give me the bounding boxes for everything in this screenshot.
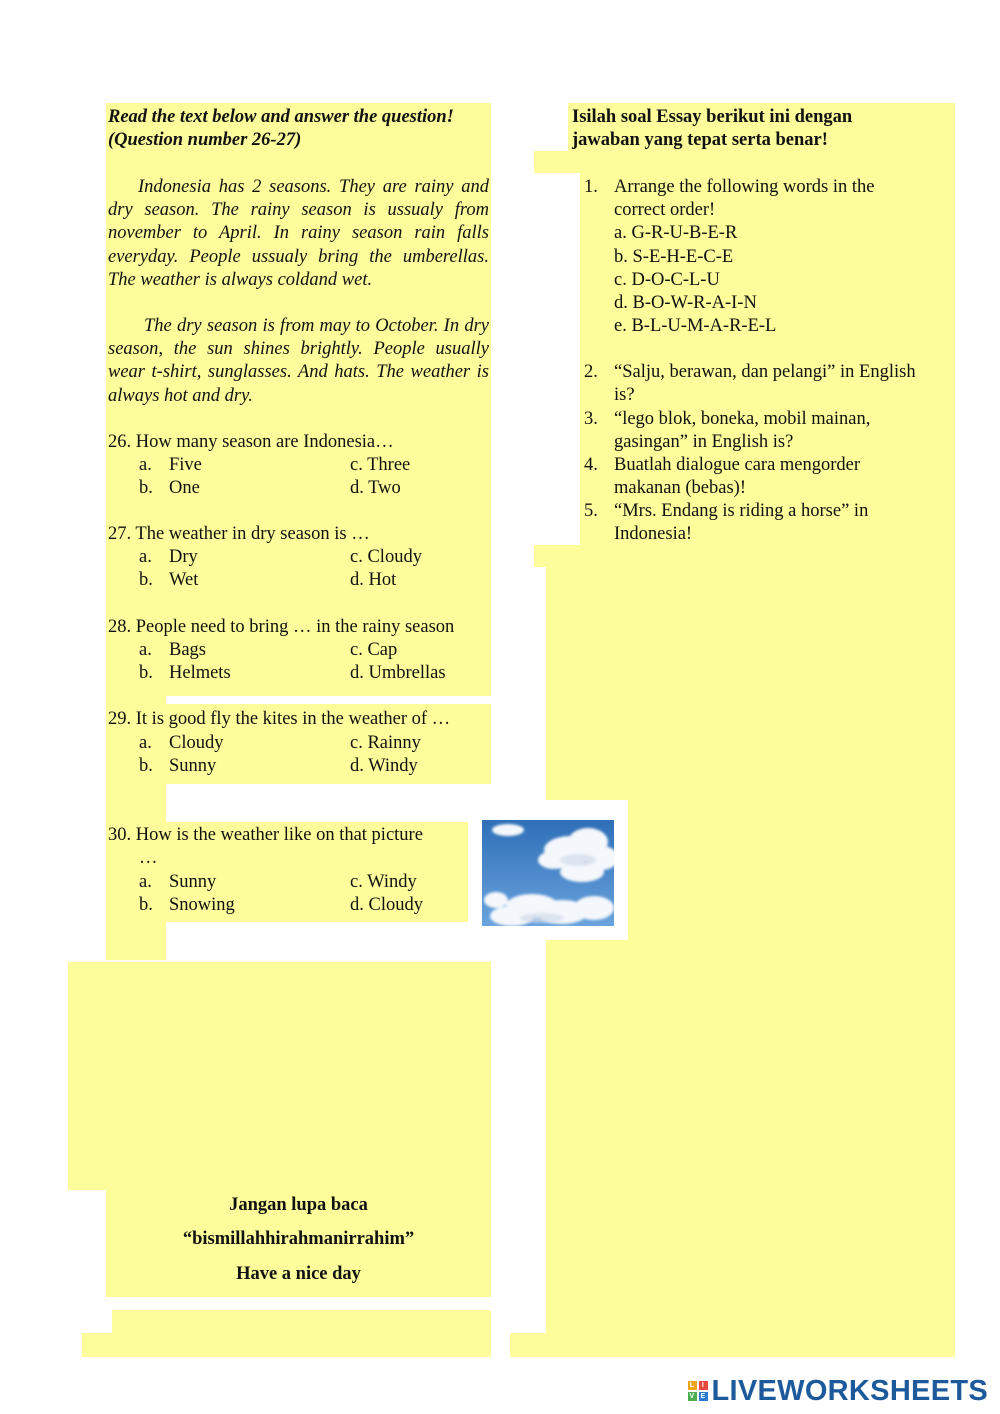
essay-line: gasingan” in English is? <box>614 432 794 453</box>
instruction-line: Isilah soal Essay berikut ini dengan <box>572 107 853 127</box>
scrambled-word: c. D-O-C-L-U <box>614 269 720 290</box>
essay-question-4 <box>614 454 944 500</box>
option-label: a. <box>139 455 152 475</box>
question-27 <box>108 523 370 546</box>
option-value: Sunny <box>169 756 217 776</box>
question-number: 27. <box>108 524 132 544</box>
scrambled-word: d. B-O-W-R-A-I-N <box>614 293 757 314</box>
essay-line: “lego blok, boneka, mobil mainan, <box>614 409 871 429</box>
question-28 <box>108 616 454 639</box>
scrambled-word: a. G-R-U-B-E-R <box>614 223 738 244</box>
highlight-block <box>82 1333 491 1357</box>
essay-number: 4. <box>584 455 598 475</box>
question-number: 30. <box>108 825 132 845</box>
highlight-block <box>546 567 955 1357</box>
highlight-block <box>510 1333 955 1357</box>
question-number: 26. <box>108 432 132 452</box>
brand-name: LIVEWORKSHEETS <box>711 1374 988 1407</box>
option-d: d. Cloudy <box>350 895 423 915</box>
scrambled-word: e. B-L-U-M-A-R-E-L <box>614 316 777 337</box>
liveworksheets-logo[interactable] <box>688 1373 989 1409</box>
option-value: Five <box>169 455 202 475</box>
option-value: Wet <box>169 570 199 590</box>
logo-grid-icon <box>688 1381 708 1401</box>
question-29 <box>108 708 450 731</box>
question-text: People need to bring … in the rainy season <box>135 617 455 637</box>
highlight-block <box>534 151 955 173</box>
essay-line: Indonesia! <box>614 524 693 545</box>
essay-number: 2. <box>584 362 598 382</box>
option-value: Snowing <box>169 895 235 915</box>
question-text: The weather in dry season is … <box>135 524 370 544</box>
option-label: a. <box>139 640 152 660</box>
essay-line: correct order! <box>614 200 716 221</box>
instruction-line: jawaban yang tepat serta benar! <box>572 130 828 151</box>
option-value: Cloudy <box>169 733 224 753</box>
essay-number: 5. <box>584 501 598 521</box>
reading-paragraph-1: Indonesia has 2 seasons. They are rainy and dry season. The rainy season is ussualy from november to April. In rainy season rain falls everyday. People ussualy bring the umberellas. The weather is always coldand wet. <box>108 177 489 290</box>
option-c: c. Rainny <box>350 733 421 753</box>
option-label: b. <box>139 895 153 915</box>
option-label: a. <box>139 733 152 753</box>
logo-letter: E <box>699 1392 708 1401</box>
sky-clouds-photo-icon <box>482 820 614 926</box>
option-c: c. Three <box>350 455 411 475</box>
option-value: Helmets <box>169 663 231 683</box>
reading-paragraph-2: The dry season is from may to October. In dry season, the sun shines brightly. People usually wear t-shirt, sunglasses. And hats. The weather is always hot and dry. <box>108 316 489 406</box>
option-d: d. Umbrellas <box>350 663 446 683</box>
question-text: How is the weather like on that picture <box>135 825 423 845</box>
essay-line: is? <box>614 385 635 406</box>
essay-question-5 <box>614 500 944 546</box>
question-text: How many season are Indonesia… <box>135 432 394 452</box>
option-d: d. Two <box>350 478 401 498</box>
instruction-line: Read the text below and answer the question! <box>108 107 454 127</box>
option-value: Dry <box>169 547 198 567</box>
highlight-block <box>68 962 491 1190</box>
question-number: 28. <box>108 617 132 637</box>
essay-question-1 <box>614 176 944 338</box>
question-30 <box>108 824 423 847</box>
option-label: b. <box>139 570 153 590</box>
option-c: c. Windy <box>350 872 417 892</box>
logo-letter: L <box>688 1381 697 1390</box>
option-c: c. Cap <box>350 640 398 660</box>
scrambled-word: b. S-E-H-E-C-E <box>614 246 734 267</box>
option-label: b. <box>139 663 153 683</box>
option-label: a. <box>139 872 152 892</box>
closing-line: Jangan lupa baca <box>229 1195 368 1215</box>
option-label: a. <box>139 547 152 567</box>
option-c: c. Cloudy <box>350 547 422 567</box>
option-value: Bags <box>169 640 206 660</box>
essay-line: Arrange the following words in the <box>614 177 875 197</box>
option-d: d. Windy <box>350 756 418 776</box>
logo-letter: V <box>688 1392 697 1401</box>
logo-letter: I <box>699 1381 708 1390</box>
essay-line: Buatlah dialogue cara mengorder <box>614 455 861 475</box>
right-instruction <box>572 106 852 152</box>
option-value: One <box>169 478 200 498</box>
option-d: d. Hot <box>350 570 397 590</box>
option-value: Sunny <box>169 872 217 892</box>
essay-number: 1. <box>584 177 598 197</box>
question-number: 29. <box>108 709 132 729</box>
highlight-block <box>534 545 955 567</box>
essay-number: 3. <box>584 409 598 429</box>
option-label: b. <box>139 756 153 776</box>
question-text: It is good fly the kites in the weather of … <box>135 709 451 729</box>
closing-line: Have a nice day <box>236 1264 361 1284</box>
question-continuation: … <box>139 848 158 868</box>
instruction-line: (Question number 26-27) <box>108 130 302 151</box>
left-instruction <box>108 106 454 152</box>
essay-question-3 <box>614 408 944 454</box>
closing-line: “bismillahhirahmanirrahim” <box>182 1229 415 1249</box>
essay-question-2 <box>614 361 950 407</box>
essay-line: makanan (bebas)! <box>614 478 747 499</box>
essay-line: “Mrs. Endang is riding a horse” in <box>614 501 869 521</box>
question-26 <box>108 431 394 454</box>
essay-line: “Salju, berawan, dan pelangi” in English <box>614 362 916 382</box>
option-label: b. <box>139 478 153 498</box>
